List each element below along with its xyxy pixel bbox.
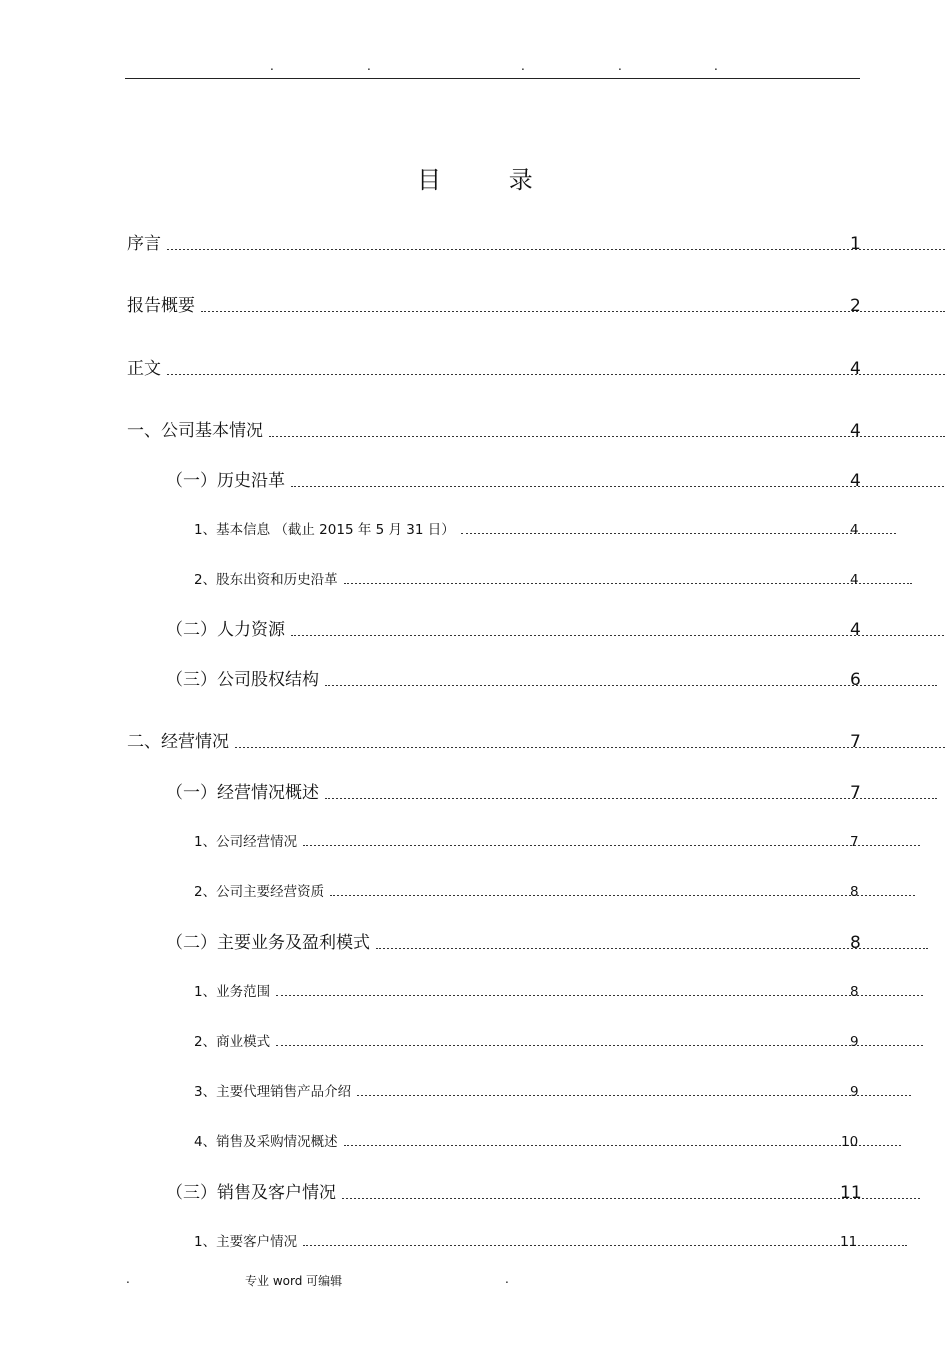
toc-entry[interactable] — [194, 1230, 907, 1250]
toc-entry-title: （三）销售及客户情况 — [166, 1183, 336, 1203]
toc-entry[interactable] — [127, 355, 945, 379]
page-footer — [0, 1272, 950, 1292]
footer-text: 专业 word 可编辑 — [245, 1274, 343, 1288]
toc-leader — [276, 1045, 923, 1046]
toc-entry[interactable] — [166, 1179, 920, 1203]
toc-entry-title: 正文 — [127, 359, 161, 379]
toc-leader — [276, 995, 923, 996]
toc-entry[interactable] — [166, 616, 944, 640]
header-dot: . — [618, 59, 622, 73]
toc-entry[interactable] — [166, 666, 937, 690]
toc-entry[interactable] — [194, 980, 923, 1000]
toc-page-number: 8 — [850, 984, 859, 1000]
toc-entry-title: （三）公司股权结构 — [166, 670, 319, 690]
toc-leader — [303, 845, 920, 846]
toc-leader — [330, 895, 915, 896]
toc-page-number: 7 — [850, 732, 861, 752]
toc-entry[interactable] — [194, 1130, 901, 1150]
toc-leader — [376, 948, 928, 949]
toc-leader — [344, 1145, 901, 1146]
toc-leader — [325, 685, 937, 686]
toc-page-number: 6 — [850, 670, 861, 690]
toc-page-number: 7 — [850, 834, 859, 850]
toc-page-number: 4 — [850, 572, 859, 588]
toc-entry[interactable] — [127, 728, 945, 752]
toc-leader — [461, 533, 896, 534]
toc-entry[interactable] — [194, 880, 915, 900]
toc-entry-title: 4、销售及采购情况概述 — [194, 1134, 338, 1150]
toc-leader — [235, 747, 945, 748]
toc-page-number: 4 — [850, 421, 861, 441]
toc-entry[interactable] — [194, 830, 920, 850]
toc-entry[interactable] — [194, 518, 896, 538]
toc-page-number: 11 — [840, 1234, 858, 1250]
toc-page-number: 1 — [850, 234, 861, 254]
toc-entry-title: 1、主要客户情况 — [194, 1234, 298, 1250]
footer-dot: . — [126, 1272, 130, 1286]
toc-leader — [325, 798, 937, 799]
header-dot: . — [367, 59, 371, 73]
toc-entry-title: 2、公司主要经营资质 — [194, 884, 325, 900]
toc-page-number: 9 — [850, 1084, 859, 1100]
toc-page-number: 10 — [841, 1134, 859, 1150]
header-dot: . — [270, 59, 274, 73]
header-rule — [125, 78, 860, 79]
toc-leader — [291, 486, 944, 487]
toc-page-number: 2 — [850, 296, 861, 316]
toc-entry-title: 3、主要代理销售产品介绍 — [194, 1084, 352, 1100]
toc-entry-title: 1、基本信息 （截止 2015 年 5 月 31 日） — [194, 522, 455, 538]
toc-leader — [303, 1245, 907, 1246]
header-dot: . — [521, 59, 525, 73]
toc-page-number: 8 — [850, 933, 861, 953]
toc-entry-title: 报告概要 — [127, 296, 195, 316]
toc-page-number: 4 — [850, 522, 859, 538]
toc-entry[interactable] — [194, 568, 912, 588]
toc-page-number: 11 — [840, 1183, 862, 1203]
toc-leader — [167, 374, 945, 375]
toc-entry-title: （二）主要业务及盈利模式 — [166, 933, 370, 953]
toc-entry[interactable] — [127, 292, 945, 316]
toc-leader — [167, 249, 945, 250]
toc-page-number: 8 — [850, 884, 859, 900]
toc-entry[interactable] — [166, 779, 937, 803]
toc-leader — [344, 583, 912, 584]
toc-leader — [291, 635, 944, 636]
toc-entry-title: （二）人力资源 — [166, 620, 285, 640]
toc-entry[interactable] — [194, 1080, 911, 1100]
toc-leader — [357, 1095, 911, 1096]
footer-dot: . — [505, 1272, 509, 1286]
toc-entry[interactable] — [166, 467, 944, 491]
toc-leader — [342, 1198, 920, 1199]
toc-page-number: 4 — [850, 359, 861, 379]
toc-page-number: 4 — [850, 620, 861, 640]
toc-leader — [201, 311, 945, 312]
toc-entry[interactable] — [127, 230, 945, 254]
toc-entry-title: 2、商业模式 — [194, 1034, 271, 1050]
page-title: 目 录 — [417, 166, 563, 194]
toc-entry[interactable] — [166, 929, 928, 953]
toc-entry[interactable] — [194, 1030, 923, 1050]
toc-entry[interactable] — [127, 417, 945, 441]
toc-page-number: 4 — [850, 471, 861, 491]
header-dot: . — [714, 59, 718, 73]
toc-entry-title: 1、业务范围 — [194, 984, 271, 1000]
toc-entry-title: （一）历史沿革 — [166, 471, 285, 491]
toc-page-number: 7 — [850, 783, 861, 803]
toc-entry-title: 二、经营情况 — [127, 732, 229, 752]
toc-entry-title: （一）经营情况概述 — [166, 783, 319, 803]
toc-leader — [269, 436, 945, 437]
toc-entry-title: 序言 — [127, 234, 161, 254]
toc-entry-title: 1、公司经营情况 — [194, 834, 298, 850]
toc-entry-title: 2、股东出资和历史沿革 — [194, 572, 338, 588]
toc-entry-title: 一、公司基本情况 — [127, 421, 263, 441]
toc-page-number: 9 — [850, 1034, 859, 1050]
